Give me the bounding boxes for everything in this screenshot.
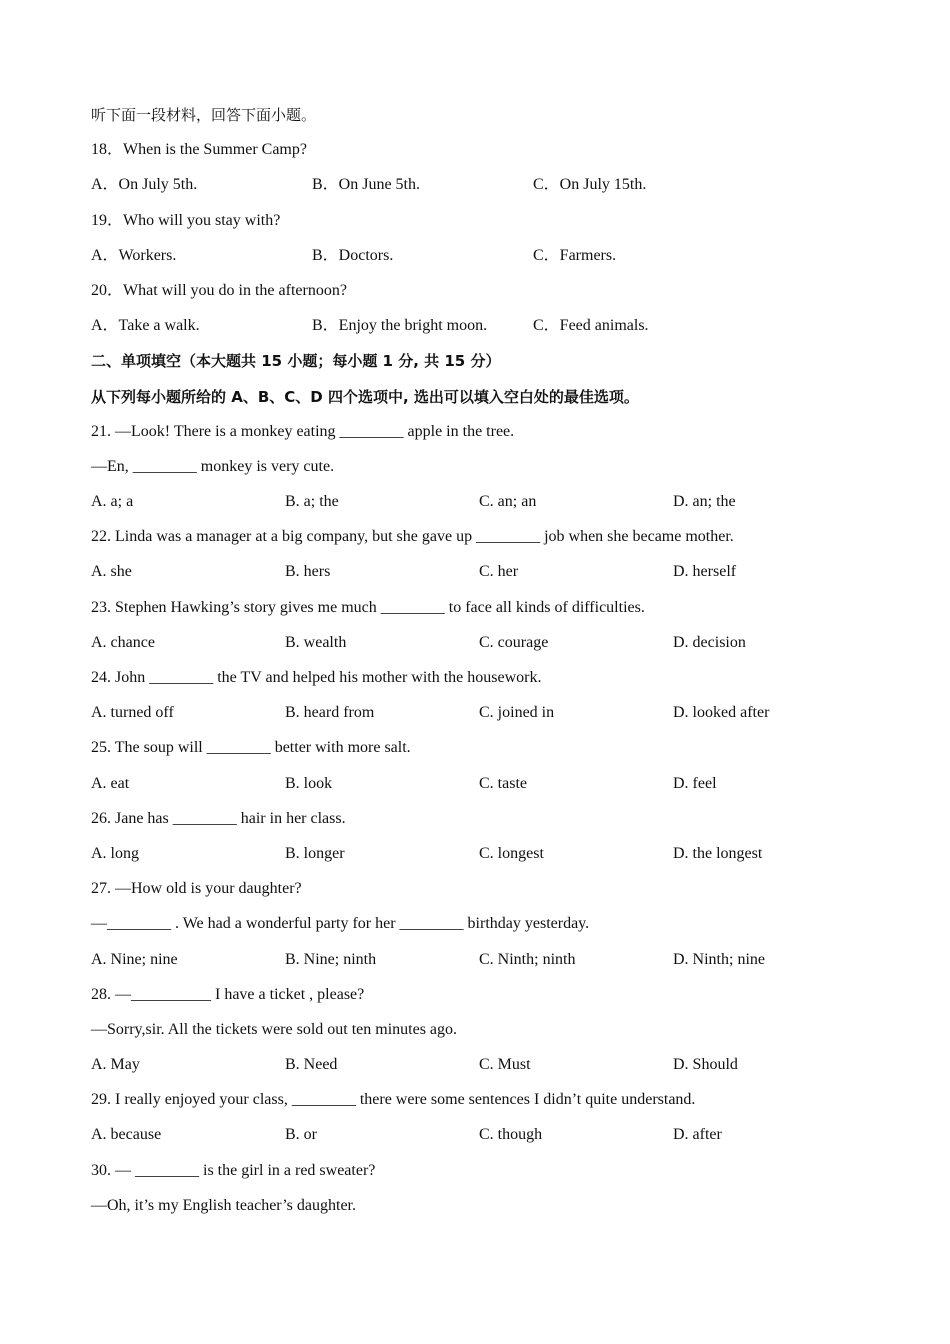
option-c: C．Farmers. (533, 246, 617, 264)
option-a: A. a; a (91, 493, 134, 511)
exam-page (91, 103, 871, 1229)
option-c: C. her (479, 563, 519, 581)
section-instruction: 从下列每小题所给的 A、B、C、D 四个选项中, 选出可以填入空白处的最佳选项。 (91, 387, 639, 406)
question-stem: 27. —How old is your daughter? (91, 880, 302, 898)
question-stem: 28. —__________ I have a ticket , please? (91, 985, 365, 1003)
option-a: A. because (91, 1126, 162, 1144)
option-c: C. Ninth; ninth (479, 950, 576, 968)
options-row (91, 1053, 871, 1088)
option-b: B．Doctors. (312, 246, 394, 264)
options-row (91, 701, 871, 736)
option-c: C. an; an (479, 493, 537, 511)
option-a: A. turned off (91, 704, 174, 722)
question-reply: —________ . We had a wonderful party for her ________ birthday yesterday. (91, 915, 590, 933)
options-row (91, 772, 871, 807)
options-row (91, 631, 871, 666)
option-c: C. taste (479, 774, 527, 792)
option-b: B. longer (285, 844, 345, 862)
section-heading: 二、单项填空（本大题共 15 小题；每小题 1 分, 共 15 分） (91, 352, 501, 371)
option-a: A. she (91, 563, 132, 581)
options-row (91, 842, 871, 877)
option-a: A．On July 5th. (91, 176, 198, 194)
option-a: A．Take a walk. (91, 317, 200, 335)
question-reply: —Oh, it’s my English teacher’s daughter. (91, 1196, 356, 1214)
option-c: C. courage (479, 633, 549, 651)
options-row (91, 490, 871, 525)
options-row (91, 173, 871, 208)
option-d: D. Should (673, 1056, 738, 1074)
question-stem: 19．Who will you stay with? (91, 211, 281, 229)
option-a: A. chance (91, 633, 155, 651)
option-b: B. hers (285, 563, 331, 581)
option-d: D. decision (673, 633, 746, 651)
question-stem: 21. —Look! There is a monkey eating ________ apple in the tree. (91, 422, 515, 440)
option-b: B. a; the (285, 493, 339, 511)
option-d: D. herself (673, 563, 737, 581)
question-reply: —En, ________ monkey is very cute. (91, 457, 335, 475)
option-b: B. heard from (285, 704, 375, 722)
option-d: D. feel (673, 774, 717, 792)
option-c: C. though (479, 1126, 543, 1144)
option-b: B．Enjoy the bright moon. (312, 317, 488, 335)
options-row (91, 948, 871, 983)
option-a: A. long (91, 844, 139, 862)
option-b: B. Nine; ninth (285, 950, 377, 968)
option-a: A．Workers. (91, 246, 177, 264)
option-d: D. the longest (673, 844, 763, 862)
option-a: A. May (91, 1056, 140, 1074)
option-b: B. or (285, 1126, 317, 1144)
option-d: D. Ninth; nine (673, 950, 765, 968)
option-c: C. Must (479, 1056, 531, 1074)
options-row (91, 1123, 871, 1158)
options-row (91, 314, 871, 349)
question-reply: —Sorry,sir. All the tickets were sold out ten minutes ago. (91, 1020, 458, 1038)
option-b: B. Need (285, 1056, 338, 1074)
option-d: D. after (673, 1126, 722, 1144)
option-d: D. an; the (673, 493, 736, 511)
listening-instruction: 听下面一段材料，回答下面小题。 (91, 106, 317, 124)
option-c: C. longest (479, 844, 544, 862)
option-c: C．Feed animals. (533, 317, 649, 335)
options-row (91, 244, 871, 279)
option-b: B. look (285, 774, 333, 792)
question-stem: 26. Jane has ________ hair in her class. (91, 809, 346, 827)
question-stem: 22. Linda was a manager at a big company, but she gave up ________ job when she became mother. (91, 528, 734, 546)
option-d: D. looked after (673, 704, 770, 722)
option-c: C．On July 15th. (533, 176, 647, 194)
question-stem: 24. John ________ the TV and helped his mother with the housework. (91, 669, 542, 686)
question-stem: 20．What will you do in the afternoon? (91, 281, 347, 299)
question-stem: 25. The soup will ________ better with more salt. (91, 739, 411, 757)
question-stem: 18．When is the Summer Camp? (91, 141, 307, 159)
question-stem: 23. Stephen Hawking’s story gives me much ________ to face all kinds of difficulties. (91, 598, 645, 616)
option-a: A. Nine; nine (91, 950, 178, 968)
question-stem: 29. I really enjoyed your class, ________ there were some sentences I didn’t quite understand. (91, 1091, 696, 1109)
option-c: C. joined in (479, 704, 555, 722)
option-b: B. wealth (285, 633, 347, 651)
option-a: A. eat (91, 774, 130, 792)
options-row (91, 560, 871, 595)
question-stem: 30. — ________ is the girl in a red sweater? (91, 1161, 376, 1179)
option-b: B．On June 5th. (312, 176, 421, 194)
